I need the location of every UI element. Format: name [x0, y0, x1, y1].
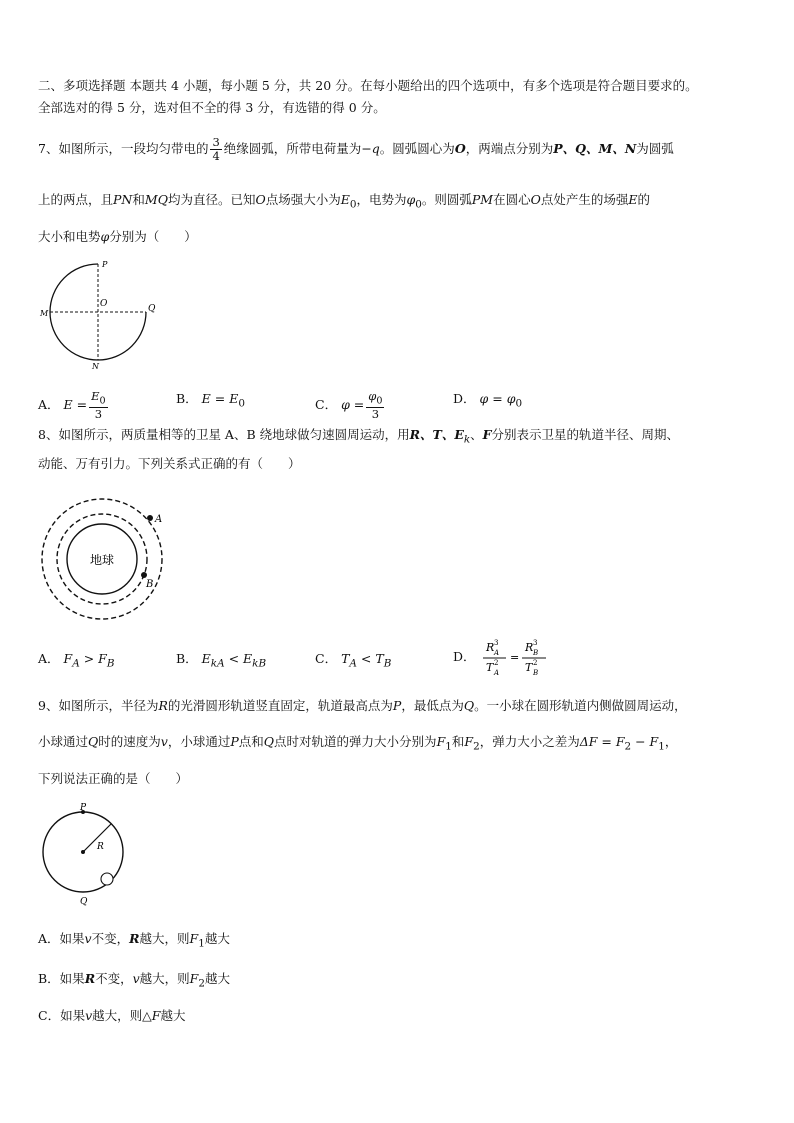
svg-text:B: B: [532, 649, 538, 657]
svg-text:B: B: [532, 669, 538, 677]
earth-label: 地球: [90, 553, 115, 567]
label-m: M: [40, 309, 49, 318]
ball: [101, 873, 113, 885]
svg-text:T: T: [485, 661, 493, 674]
q7-option-c[interactable]: C． φ = $\frac{\varphi_0}{3}$: [315, 389, 383, 422]
svg-text:3: 3: [532, 639, 537, 647]
q8-orbit-figure: [38, 497, 170, 621]
kepler-ratio-formula: [480, 636, 552, 678]
svg-text:A: A: [493, 649, 499, 657]
q7-line-3: 大小和电势φ分别为（ ）: [38, 229, 197, 244]
q8-option-d[interactable]: D． R 3 A T 2 A = R 3 B T 2 B: [453, 636, 552, 678]
svg-text:A: A: [493, 669, 499, 677]
satellite-b: [141, 572, 147, 578]
svg-text:2: 2: [493, 659, 498, 667]
q8-option-b[interactable]: B． $E_{kA} < E_{kB}$: [176, 651, 267, 670]
q9-option-b[interactable]: B．如果R不变，v越大，则$F_2$越大: [38, 971, 230, 990]
svg-text:T: T: [524, 661, 532, 674]
q7-option-b[interactable]: B． $E = E_0$: [176, 391, 245, 410]
q9-track-figure: [40, 802, 140, 908]
svg-text:2: 2: [532, 659, 537, 667]
label-q: Q: [80, 897, 88, 907]
q7-option-a[interactable]: A． E = $\frac{E_0}{3}$: [38, 389, 106, 422]
q7-line-2: 上的两点，且PN和MQ均为直径。已知O点场强大小为$E_0$，电势为$\varphi_0$。则圆弧PM在圆心O点处产生的场强E的: [38, 192, 651, 211]
three-quarters-fraction: $\frac{3}{4}$: [212, 135, 220, 163]
q8-line-1: 8、如图所示，两质量相等的卫星 A、B 绕地球做匀速圆周运动，用R、T、$E_k$、F分别表示卫星的轨道半径、周期、: [38, 427, 680, 446]
q9-option-c[interactable]: C．如果v越大，则△F越大: [38, 1008, 186, 1023]
q8-option-c[interactable]: C． $T_A < T_B$: [315, 651, 392, 670]
label-p: P: [80, 803, 87, 813]
satellite-a: [147, 515, 153, 521]
svg-text:R: R: [485, 641, 494, 654]
label-q: Q: [148, 304, 156, 314]
svg-text:3: 3: [493, 639, 498, 647]
q7-option-d[interactable]: D． $\varphi = \varphi_0$: [453, 391, 523, 410]
q9-line-1: 9、如图所示，半径为R的光滑圆形轨道竖直固定，轨道最高点为P，最低点为Q。一小球在圆形轨道内侧做圆周运动，: [38, 698, 687, 713]
label-p: P: [102, 260, 108, 269]
svg-text:R: R: [524, 641, 533, 654]
q8-option-a[interactable]: A． $F_A > F_B$: [38, 651, 115, 670]
q9-option-a[interactable]: A．如果v不变，R越大，则$F_1$越大: [38, 931, 230, 950]
q7-line-1: 7、如图所示，一段均匀带电的 $\frac{3}{4}$ 绝缘圆弧，所带电荷量为−q。圆弧圆心为O，两端点分别为P、Q、M、N为圆弧: [38, 135, 674, 163]
section-scoring: 全部选对的得 5 分，选对但不全的得 3 分，有选错的得 0 分。: [38, 100, 386, 115]
q9-line-3: 下列说法正确的是（ ）: [38, 771, 189, 786]
label-n: N: [92, 362, 99, 371]
svg-text:=: =: [509, 651, 519, 664]
q8-line-2: 动能、万有引力。下列关系式正确的有（ ）: [38, 456, 301, 471]
q9-line-2: 小球通过Q时的速度为v，小球通过P点和Q点时对轨道的弹力大小分别为$F_1$和$F_2$，弹力大小之差为$\Delta F = F_2 - F_1$，: [38, 734, 678, 753]
label-o: O: [100, 299, 108, 309]
q7-arc-figure: [36, 256, 166, 372]
label-r: R: [97, 842, 104, 852]
label-a: A: [155, 514, 163, 525]
label-b: B: [146, 579, 154, 590]
section-heading: 二、多项选择题 本题共 4 小题，每小题 5 分，共 20 分。在每小题给出的四个选项中，有多个选项是符合题目要求的。: [38, 78, 698, 93]
